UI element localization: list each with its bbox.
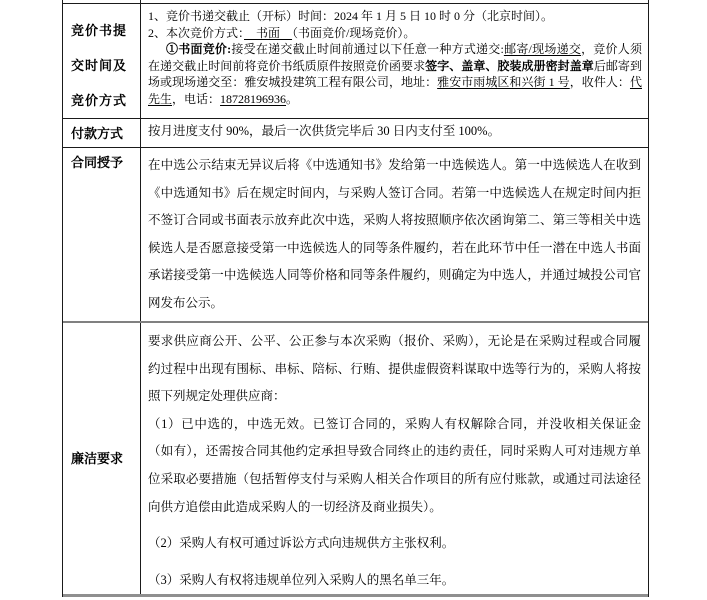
row-content-payment (141, 119, 648, 147)
written-bid-heading: ①书面竞价: (166, 42, 232, 56)
row-content-contract-award (141, 148, 648, 321)
payment-terms-text: 按月进度支付 90%，最后一次供货完毕后 30 日内支付至 100%。 (148, 124, 501, 138)
row-content-integrity (141, 323, 648, 594)
written-bid-text-5: ，电话： (172, 91, 221, 106)
bid-deadline-line (148, 8, 642, 25)
integrity-label-text: 廉洁要求 (71, 451, 124, 467)
row-label-payment: 付款方式 (63, 119, 141, 147)
table-row-payment (63, 119, 648, 148)
row-label-bid-submission: 竞价书提交时间及竞价方式 (63, 4, 141, 118)
integrity-clause-3: （3）采购人有权将违规单位列入采购人的黑名单三年。 (148, 572, 455, 587)
bid-method-suffix: （书面竞价/现场竞价）。 (292, 25, 416, 40)
recipient-underline: 代先生 (148, 75, 642, 106)
written-bid-text-6: 。 (286, 91, 299, 106)
bid-method-prefix: 2、本次竞价方式： (148, 25, 245, 40)
written-bid-text-2: ，竞价人须在递交截止时间前将竞价书纸质原件按照竞价函要求 (148, 42, 642, 73)
seal-binding-bold: 签字、盖章、胶装成册密封盖章 (425, 58, 594, 73)
procurement-terms-table (62, 0, 649, 597)
previous-row-content-stub (141, 0, 648, 3)
address-underline: 雅安市雨城区和兴街 1 号 (437, 75, 570, 89)
integrity-intro-paragraph: 要求供应商公开、公平、公正参与本次采购（报价、采购），无论是在采购过程或合同履约过程中出现有围标、串标、陪标、行贿、提供虚假资料谋取中选等行为的，采购人将按照下列规定处理供应商： (148, 334, 641, 404)
table-row-contract-award (63, 148, 648, 323)
integrity-clause-2: （2）采购人有权可通过诉讼方式向违规供方主张权利。 (148, 536, 455, 551)
bid-deadline-text: 1、竞价书递交截止（开标）时间：2024 年 1 月 5 日 10 时 0 分（北京时间）。 (148, 9, 554, 23)
row-label-contract-award: 合同授予 (63, 148, 141, 321)
written-bid-text-4: ，收件人： (569, 75, 630, 89)
contract-award-text: 在中选公示结束无异议后将《中选通知书》发给第一中选候选人。第一中选候选人在收到《中选通知书》后在规定时间内，与采购人签订合同。若第一中选候选人在规定时间内拒不签订合同或书面表示放弃此次中选，采购人将按照顺序依次函询第二、第三等相关中选候选人是否愿意接受第一中选候选人的同等条件履约，若在此环节中任一潜在中选人书面承诺接受第一中选候选人同等价格和同等条件履约，则确定为中选人，并通过城投公司官网发布公示。 (148, 158, 641, 310)
integrity-clause-1: （1）已中选的，中选无效。已签订合同的，采购人有权解除合同，并没收相关保证金（如有），还需按合同其他约定承担导致合同终止的违约责任，同时采购人可对违规方单位采取必要措施（包括暂停支付与采购人相关合作项目的所有应付账款，或通过司法途径向供方追偿由此造成采购人的一切经济及商业损失）。 (148, 416, 641, 514)
table-row-integrity (63, 323, 648, 597)
row-content-bid-submission (141, 4, 648, 118)
bid-method-line (148, 25, 642, 42)
delivery-methods-underline: 邮寄/现场递交 (503, 42, 582, 56)
table-row-bid-submission (63, 4, 648, 119)
row-label-integrity (63, 323, 141, 594)
bid-method-blank-underline: 书面 (244, 25, 293, 40)
phone-number-underline: 18728196936 (220, 91, 287, 106)
written-bid-paragraph (148, 41, 642, 107)
previous-row-label-stub (63, 0, 141, 3)
written-bid-text-1: 接受在递交截止时间前通过以下任意一种方式递交: (231, 42, 504, 56)
written-bid-text-3: 后邮寄到场或现场递交至：雅安城投建筑工程有限公司，地址： (148, 58, 642, 89)
